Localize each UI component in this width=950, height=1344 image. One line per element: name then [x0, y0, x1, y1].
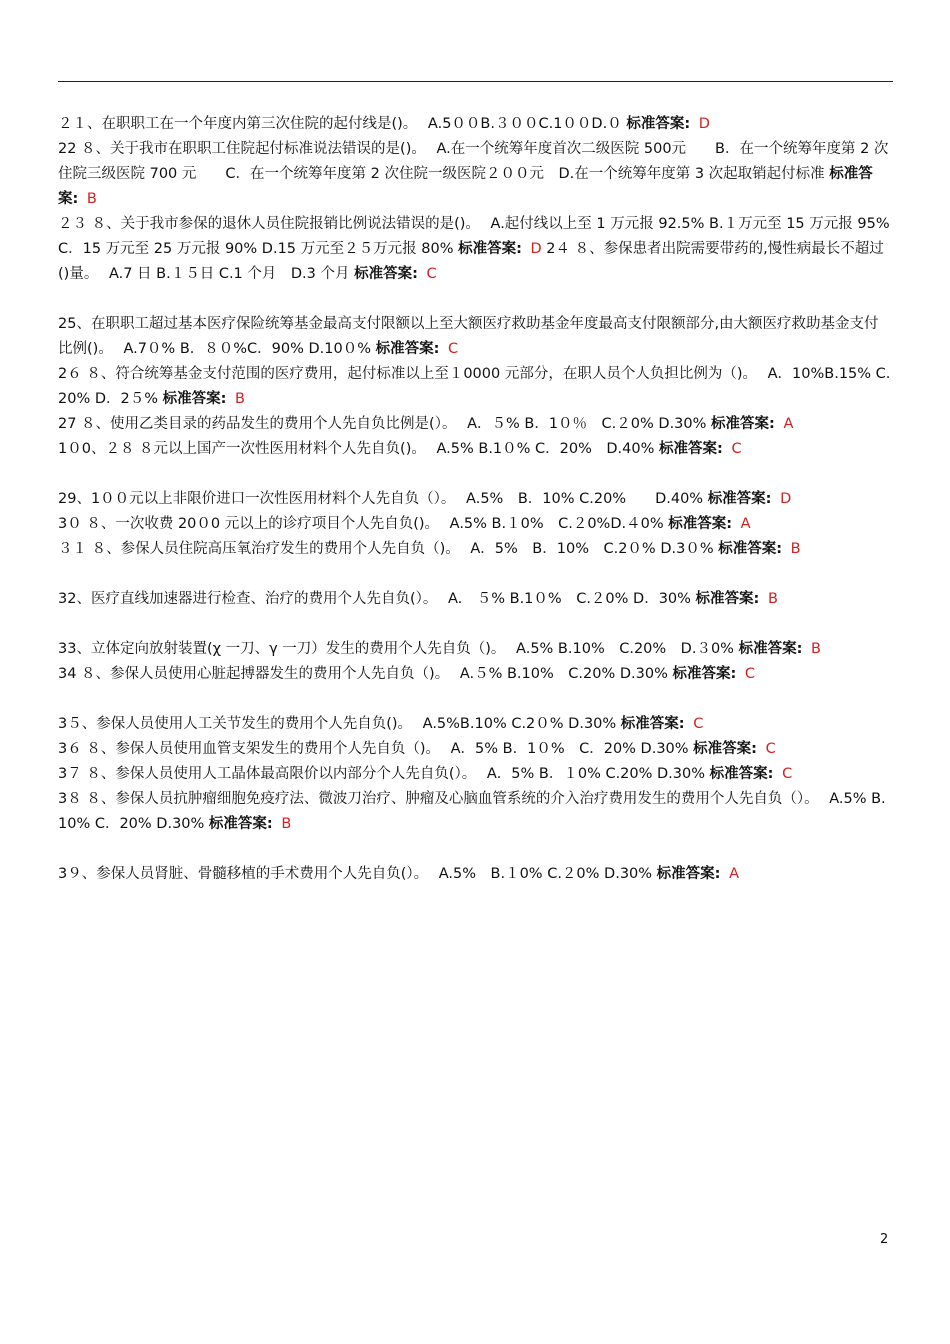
- answer-label: 标准答案:: [626, 116, 691, 132]
- answer-value: C: [448, 341, 459, 357]
- question-26: [58, 362, 893, 412]
- question-options: A. ５% B.1０% C.２0% D．30%: [447, 591, 691, 607]
- answer-value: B: [235, 391, 245, 407]
- question-options: A.5% B.１0% C.２0%D.４0%: [449, 516, 664, 532]
- question-stem: 3０ ８、一次收费 20０0 元以上的诊疗项目个人先自负()。: [58, 516, 440, 532]
- question-stem: 3５、参保人员使用人工关节发生的费用个人先自负()。: [58, 716, 413, 732]
- question-stem: 2４ ８、参保患者出院需要带药的,慢性病最长不超过()量。: [58, 241, 884, 282]
- page-number: 2: [880, 1232, 889, 1247]
- answer-label: 标准答案:: [659, 441, 723, 457]
- question-stem: 27 ８、使用乙类目录的药品发生的费用个人先自负比例是(）。: [58, 416, 457, 432]
- question-22: [58, 137, 893, 212]
- answer-label: 标准答案:: [620, 716, 685, 732]
- answer-label: 标准答案:: [709, 766, 774, 782]
- question-30: [58, 512, 893, 537]
- question-options: A.起付线以上至 1 万元报 92.5% B.１万元至 15 万元报 95% C．15 万元至 25 万元报 90% D.15 万元至２５万元报 80%: [58, 216, 890, 257]
- question-options: A．５% B．1０％ C.２0% D.30%: [467, 416, 707, 432]
- answer-label: 标准答案:: [695, 591, 760, 607]
- answer-value: C: [782, 766, 793, 782]
- answer-value: B: [790, 541, 801, 557]
- answer-value: A: [740, 516, 751, 532]
- question-33: [58, 637, 893, 662]
- question-options: A.5% B．10% C.20% D.40%: [466, 491, 704, 507]
- question-21: [58, 112, 893, 137]
- question-stem: 22 ８、关于我市在职职工住院起付标准说法错误的是()。: [58, 141, 426, 157]
- answer-label: 标准答案:: [656, 866, 721, 882]
- answer-label: 标准答案:: [707, 491, 772, 507]
- question-37: [58, 762, 893, 787]
- question-29: [58, 487, 893, 512]
- question-options: A.7０% B．８０%C．90% D.10０%: [123, 341, 372, 357]
- answer-value: B: [281, 816, 292, 832]
- answer-label: 标准答案:: [354, 266, 418, 282]
- answer-value: C: [426, 266, 437, 282]
- question-28: [58, 437, 893, 462]
- question-stem: 3７ ８、参保人员使用人工晶体最高限价以内部分个人先自负(）。: [58, 766, 477, 782]
- question-stem: 3９、参保人员肾脏、骨髓移植的手术费用个人先自负(）。: [58, 866, 429, 882]
- question-stem: ３１ ８、参保人员住院高压氧治疗发生的费用个人先自负（)。: [58, 541, 460, 557]
- question-27: [58, 412, 893, 437]
- question-options: A.5% B.10% C.20% D.３0%: [516, 641, 734, 657]
- question-stem: ２１、在职职工在一个年度内第三次住院的起付线是()。: [58, 116, 418, 132]
- answer-label: 标准答案:: [738, 641, 803, 657]
- question-stem: 2６ ８、符合统筹基金支付范围的医疗费用，起付标准以上至１0000 元部分，在职人员个人负担比例为（)。: [58, 366, 757, 382]
- question-stem: 25、在职职工超过基本医疗保险统筹基金最高支付限额以上至大额医疗救助基金年度最高支付限额部分,由大额医疗救助基金支付比例()。: [58, 316, 879, 357]
- question-stem: 34 ８、参保人员使用心脏起搏器发生的费用个人先自负（)。: [58, 666, 450, 682]
- question-25: [58, 312, 893, 362]
- answer-label: 标准答案:: [718, 541, 783, 557]
- question-stem: 32、医疗直线加速器进行检查、治疗的费用个人先自负(）。: [58, 591, 438, 607]
- question-options: A.5%B.10% C.2０% D.30%: [422, 716, 617, 732]
- answer-value: C: [731, 441, 742, 457]
- answer-value: D: [530, 241, 542, 257]
- answer-label: 标准答案:: [58, 166, 873, 207]
- question-stem: 33、立体定向放射装置(χ 一刀、γ 一刀）发生的费用个人先自负（)。: [58, 641, 506, 657]
- question-stem: 29、1００元以上非限价进口一次性医用材料个人先自负（）。: [58, 491, 456, 507]
- question-options: A.5% B.１0% C.２0% D.30%: [438, 866, 653, 882]
- question-32: [58, 587, 893, 612]
- question-options: A.5% B.1０% C．20% D.40%: [436, 441, 655, 457]
- question-options: A．10%B.15% C.20% D．2５%: [58, 366, 891, 407]
- answer-label: 标准答案:: [162, 391, 227, 407]
- answer-label: 标准答案:: [711, 416, 775, 432]
- answer-label: 标准答案:: [693, 741, 757, 757]
- answer-value: C: [744, 666, 756, 682]
- question-options: A.5００B.３００C.1００D.０: [427, 116, 622, 132]
- answer-value: B: [811, 641, 821, 657]
- answer-value: D: [698, 116, 710, 132]
- question-stem: 3６ ８、参保人员使用血管支架发生的费用个人先自负（)。: [58, 741, 440, 757]
- question-options: A．5% B．1０% C．20% D.30%: [450, 741, 689, 757]
- answer-label: 标准答案:: [668, 516, 733, 532]
- question-options: A.５% B.10% C.20% D.30%: [459, 666, 668, 682]
- question-stem: 3８ ８、参保人员抗肿瘤细胞免疫疗法、微波刀治疗、肿瘤及心脑血管系统的介入治疗费用发生的费用个人先自负（）。: [58, 791, 819, 807]
- question-38: [58, 787, 893, 837]
- question-36: [58, 737, 893, 762]
- answer-value: A: [729, 866, 739, 882]
- answer-value: C: [765, 741, 776, 757]
- question-list: [58, 112, 893, 887]
- question-options: A．5% B．１0% C.20% D.30%: [486, 766, 706, 782]
- question-39: [58, 862, 893, 887]
- question-34: [58, 662, 893, 687]
- header-rule: [58, 81, 893, 82]
- answer-label: 标准答案:: [458, 241, 522, 257]
- question-23: [58, 212, 893, 287]
- answer-value: B: [767, 591, 778, 607]
- answer-value: B: [86, 191, 97, 207]
- answer-value: D: [780, 491, 792, 507]
- question-stem: ２３ ８、关于我市参保的退休人员住院报销比例说法错误的是()。: [58, 216, 480, 232]
- answer-label: 标准答案:: [375, 341, 440, 357]
- answer-value: C: [693, 716, 704, 732]
- answer-value: A: [783, 416, 794, 432]
- question-options: A.5% B.10% C．20% D.30%: [58, 791, 886, 832]
- question-options: A.7 日 B.１５日 C.1 个月 D.3 个月: [108, 266, 350, 282]
- question-35: [58, 712, 893, 737]
- answer-label: 标准答案:: [208, 816, 273, 832]
- answer-label: 标准答案:: [672, 666, 737, 682]
- question-stem: 1０0、２８ ８元以上国产一次性医用材料个人先自负()。: [58, 441, 426, 457]
- question-options: A．5% B．10% C.2０% D.3０%: [470, 541, 714, 557]
- question-options: A.在一个统筹年度首次二级医院 500元 B．在一个统筹年度第 2 次住院三级医院 700 元 C．在一个统筹年度第 2 次住院一级医院２００元 D.在一个统筹年度第 3 次起取销起付标准: [58, 141, 889, 182]
- question-31: [58, 537, 893, 562]
